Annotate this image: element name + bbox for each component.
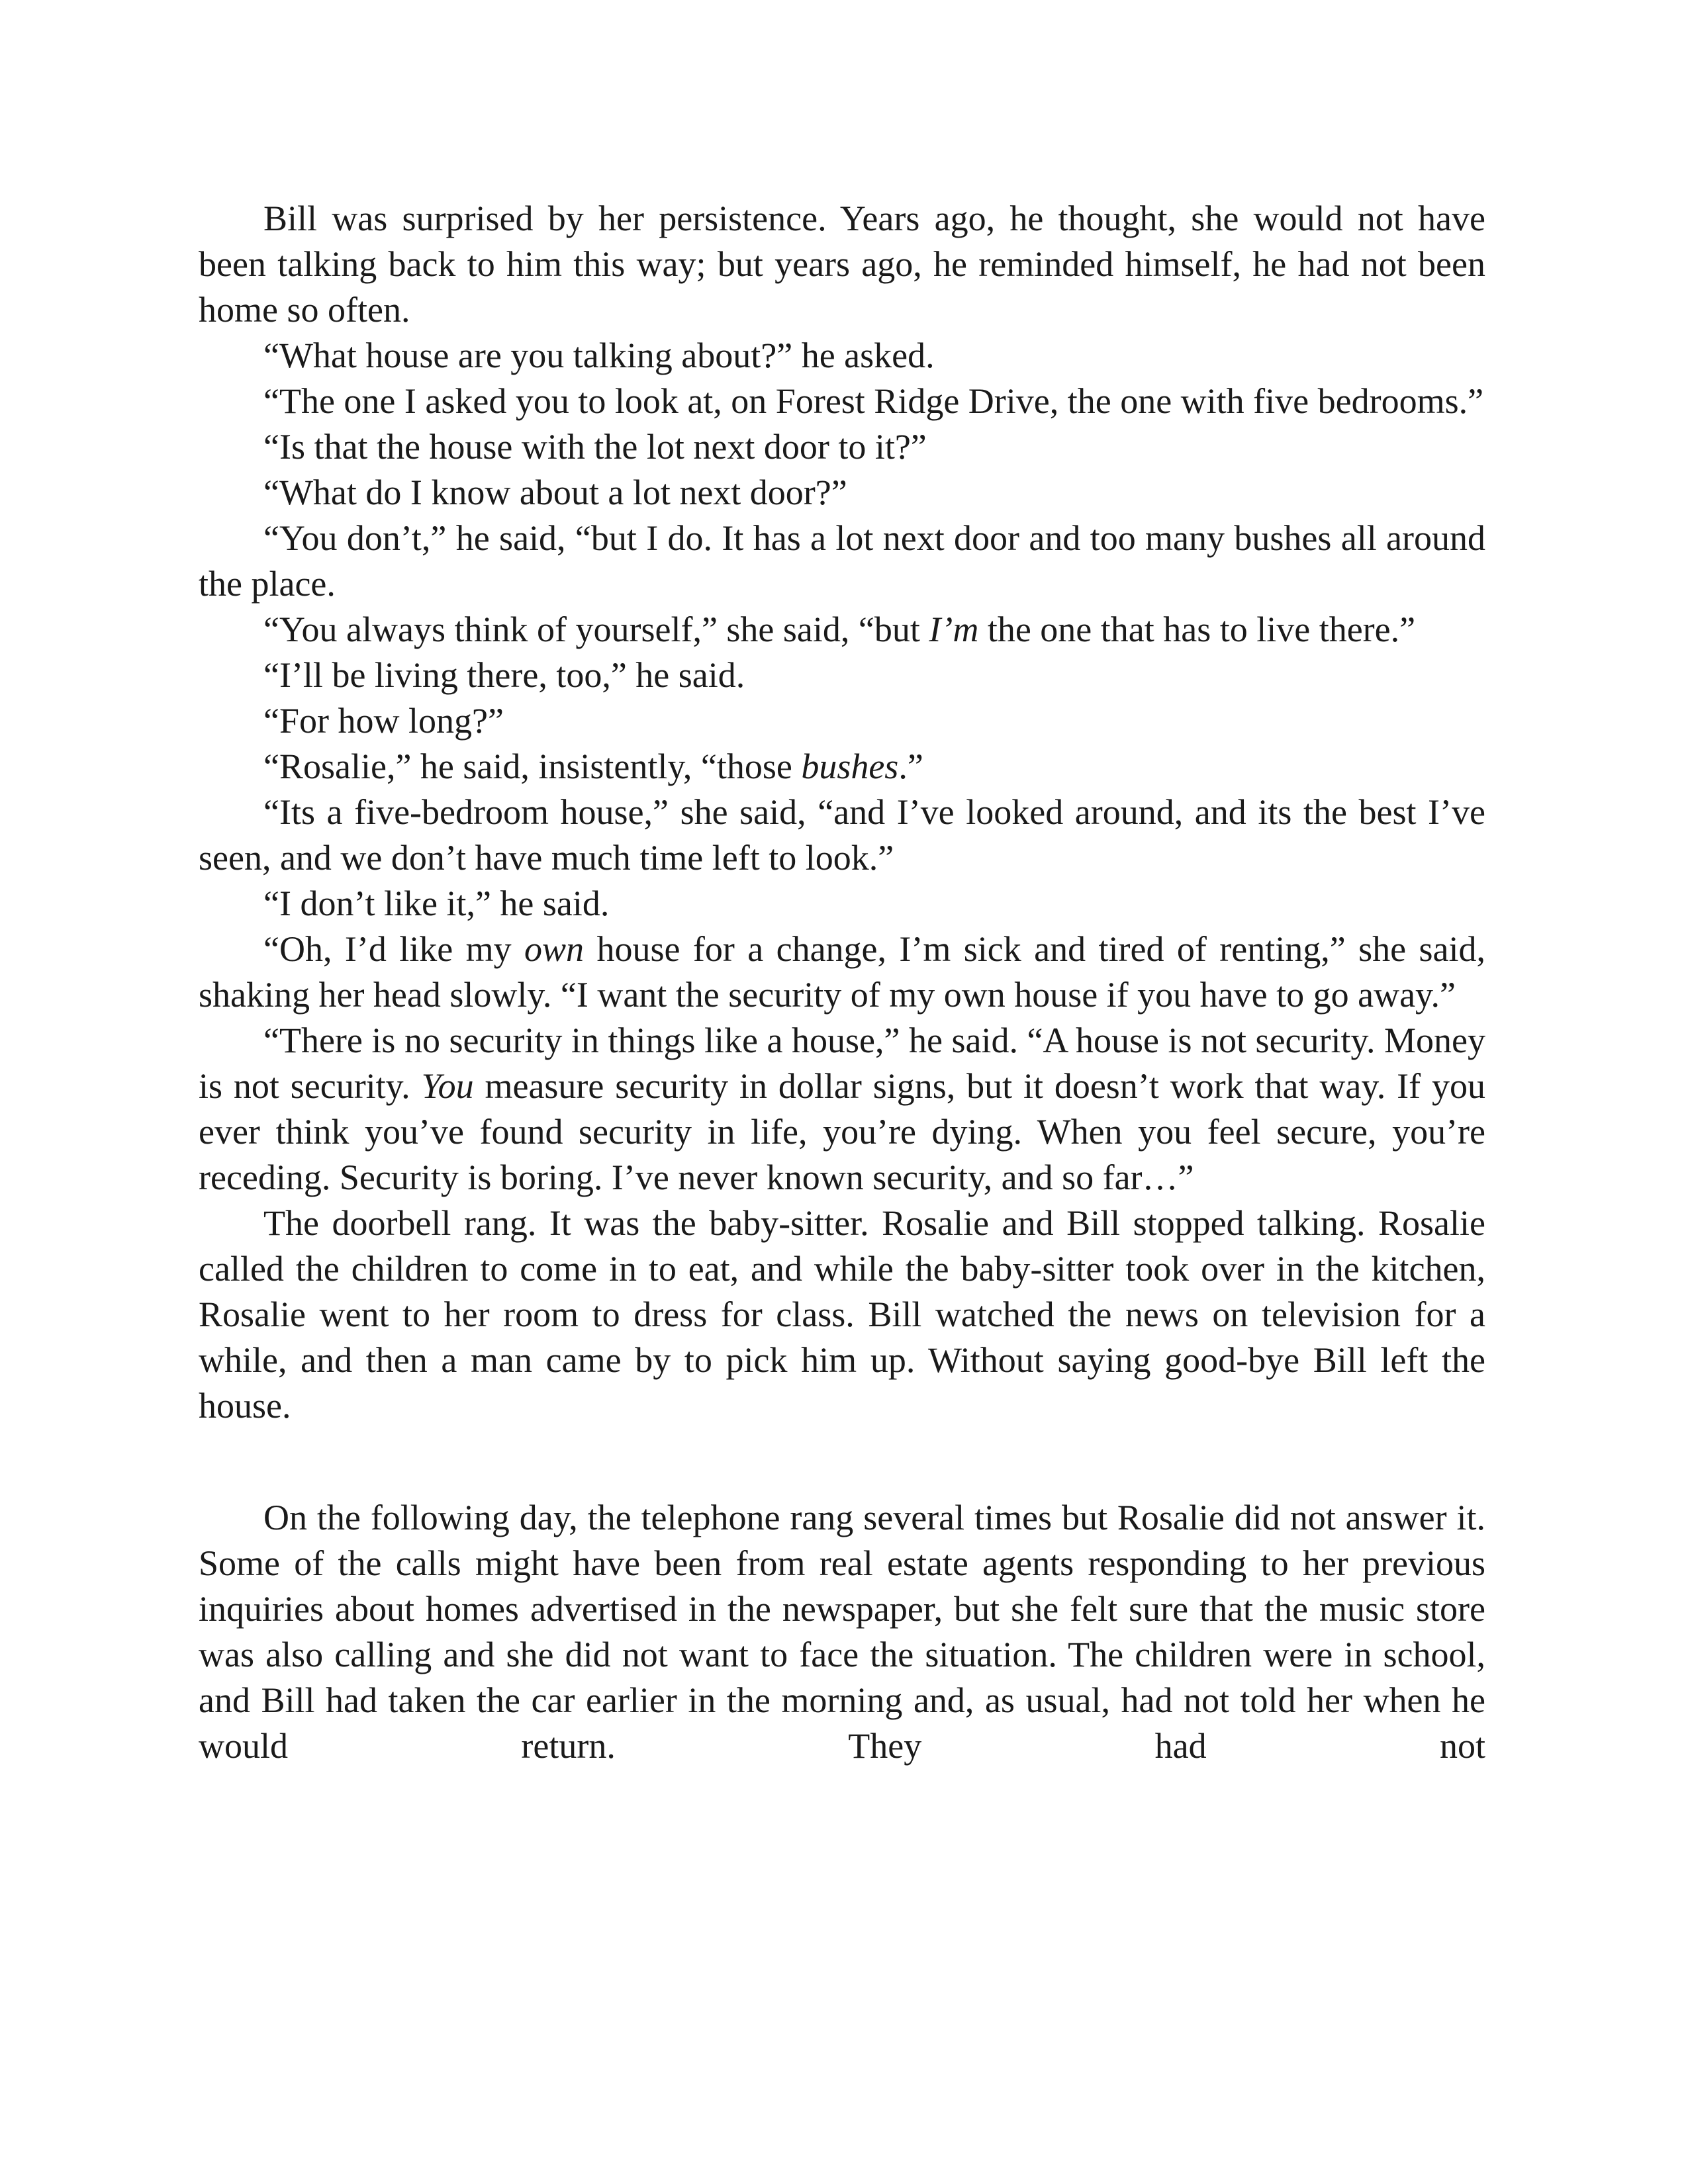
paragraph-text: Bill was surprised by her persistence. Years ago, he thought, she would not have been talking back to him this way; but years ago, he reminded himself, he had not been home so often. [199, 199, 1485, 330]
paragraph-text: The doorbell rang. It was the baby-sitter. Rosalie and Bill stopped talking. Rosalie called the children to come in to eat, and while the baby-sitter took over in the kitchen, Rosalie went to her room to dress for class. Bill watched the news on television for a while, and then a man came by to pick him up. Without saying good-bye Bill left the house. [199, 1203, 1485, 1426]
paragraph [199, 333, 1485, 379]
paragraph-text: house for a change, I’m sick and tired of renting,” she said, shaking her head slowly. “I want the security of my own house if you have to go away.” [199, 929, 1485, 1015]
paragraph [199, 516, 1485, 607]
paragraph-text: .” [898, 747, 923, 786]
paragraph-text: “I don’t like it,” he said. [263, 884, 610, 923]
document-page [199, 196, 1485, 1769]
paragraph [199, 424, 1485, 470]
paragraph [199, 607, 1485, 653]
paragraph [199, 1201, 1485, 1429]
italic-text: bushes [801, 747, 899, 786]
paragraph [199, 470, 1485, 516]
paragraph-text: “Is that the house with the lot next door to it?” [263, 427, 927, 467]
paragraph-text: “You don’t,” he said, “but I do. It has a lot next door and too many bushes all around the place. [199, 518, 1485, 604]
italic-text: own [524, 929, 585, 969]
paragraph [199, 379, 1485, 424]
paragraph [199, 1018, 1485, 1201]
paragraph-text: “For how long?” [263, 701, 504, 741]
paragraph [199, 927, 1485, 1018]
paragraph [199, 698, 1485, 744]
italic-text: You [421, 1066, 474, 1106]
paragraph-text: measure security in dollar signs, but it doesn’t work that way. If you ever think you’ve found security in life, you’re dying. When you feel secure, you’re receding. Security is boring. I’ve never known security, and so far…” [199, 1066, 1485, 1197]
paragraph-text: “The one I asked you to look at, on Forest Ridge Drive, the one with five bedrooms.” [263, 381, 1484, 421]
paragraph [199, 790, 1485, 881]
paragraph-text: the one that has to live there.” [978, 610, 1416, 649]
paragraph [199, 196, 1485, 333]
text-section [199, 1495, 1485, 1769]
paragraph [199, 653, 1485, 698]
paragraph-text: “There is no security in things like a house,” he said. “A house is not security. Money is not security. [199, 1021, 1485, 1106]
paragraph-text: “Rosalie,” he said, insistently, “those [263, 747, 802, 786]
paragraph-text: “Its a five-bedroom house,” she said, “and I’ve looked around, and its the best I’ve seen, and we don’t have much time left to look.” [199, 792, 1485, 878]
paragraph-text: “What house are you talking about?” he asked. [263, 336, 935, 375]
text-section [199, 196, 1485, 1429]
paragraph [199, 744, 1485, 790]
section-break [199, 1429, 1485, 1495]
paragraph-text: “What do I know about a lot next door?” [263, 473, 847, 512]
paragraph [199, 1495, 1485, 1769]
paragraph-text: “Oh, I’d like my [263, 929, 525, 969]
paragraph-text: “You always think of yourself,” she said, “but [263, 610, 929, 649]
paragraph [199, 881, 1485, 927]
italic-text: I’m [929, 610, 979, 649]
paragraph-text: “I’ll be living there, too,” he said. [263, 655, 745, 695]
paragraph-text: On the following day, the telephone rang several times but Rosalie did not answer it. Some of the calls might have been from real estate agents responding to her previous inquiries about homes advertised in the newspaper, but she felt sure that the music store was also calling and she did not want to face the situation. The children were in school, and Bill had taken the car earlier in the morning and, as usual, had not told her when he would return. They had not [199, 1498, 1485, 1766]
